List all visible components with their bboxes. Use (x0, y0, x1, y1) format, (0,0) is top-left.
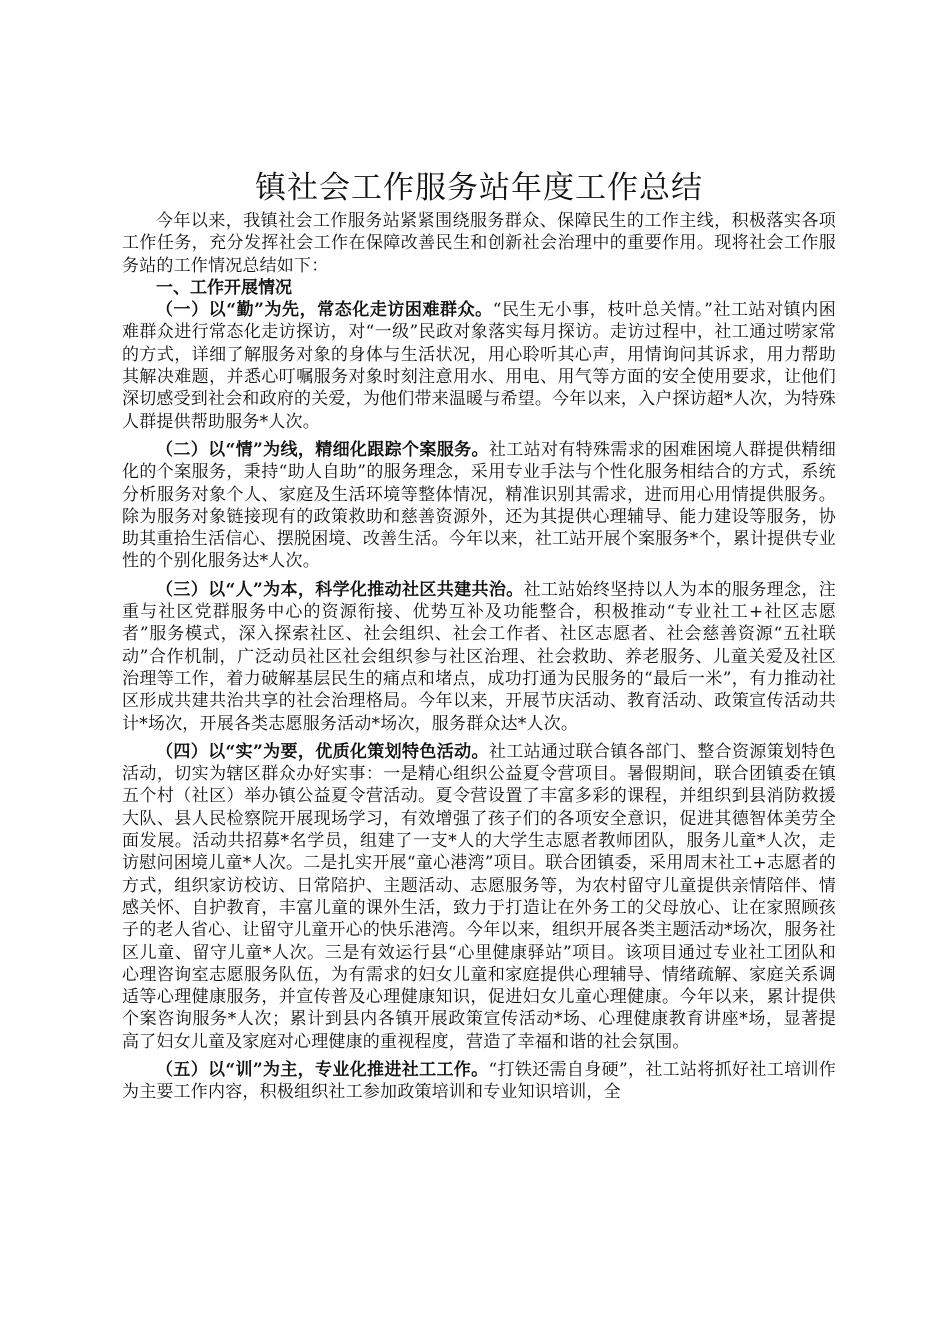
item-heading-3: （三）以“人”为本，科学化推动社区共建共治。 (156, 579, 524, 600)
item-body-2: 社工站对有特殊需求的困难困境人群提供精细化的个案服务，秉持“助人自助”的服务理念，采用专业手法与个性化服务相结合的方式，系统分析服务对象个人、家庭及生活环境等整体情况，精准识别其需求，进而用心用情提供服务。除为服务对象链接现有的政策救助和慈善资源外，还为其提供心理辅导、能力建设等服务，协助其重拾生活信心、摆脱困境、改善生活。今年以来，社工站开展个案服务*个，累计提供专业性的个别化服务达*人次。 (122, 439, 836, 572)
section-heading: 一、工作开展情况 (156, 277, 292, 298)
item-heading-2: （二）以“情”为线，精细化跟踪个案服务。 (156, 439, 489, 460)
item-paragraph-5 (122, 1059, 836, 1104)
item-heading-5: （五）以“训”为主，专业化推进社工工作。 (156, 1059, 489, 1080)
document-page (122, 166, 836, 1104)
item-body-3: 社工站始终坚持以人为本的服务理念，注重与社区党群服务中心的资源衔接、优势互补及功能整合，积极推动“专业社工+社区志愿者”服务模式，深入探索社区、社会组织、社会工作者、社区志愿者、社会慈善资源“五社联动”合作机制，广泛动员社区社会组织参与社区治理、社会救助、养老服务、儿童关爱及社区治理等工作，着力破解基层民生的痛点和堵点，成功打通为民服务的“最后一米”，有力推动社区形成共建共治共享的社会治理格局。今年以来，开展节庆活动、教育活动、政策宣传活动共计*场次，开展各类志愿服务活动*场次，服务群众达*人次。 (122, 579, 836, 734)
item-body-5: “打铁还需自身硬”，社工站将抓好社工培训作为主要工作内容，积极组织社工参加政策培训和专业知识培训，全 (122, 1059, 836, 1103)
item-paragraph-4 (122, 741, 836, 1053)
item-body-4: 社工站通过联合镇各部门、整合资源策划特色活动，切实为辖区群众办好实事：一是精心组织公益夏令营项目。暑假期间，联合团镇委在镇五个村（社区）举办镇公益夏令营活动。夏令营设置了丰富多彩的课程，并组织到县消防救援大队、县人民检察院开展现场学习，有效增强了孩子们的各项安全意识，促进其德智体美劳全面发展。活动共招募*名学员，组建了一支*人的大学生志愿者教师团队，服务儿童*人次，走访慰问困境儿童*人次。二是扎实开展“童心港湾”项目。联合团镇委，采用周末社工+志愿者的方式，组织家访校访、日常陪护、主题活动、志愿服务等，为农村留守儿童提供亲情陪伴、情感关怀、自护教育，丰富儿童的课外生活，致力于打造让在外务工的父母放心、让在家照顾孩子的老人省心、让留守儿童开心的快乐港湾。今年以来，组织开展各类主题活动*场次，服务社区儿童、留守儿童*人次。三是有效运行县“心里健康驿站”项目。该项目通过专业社工团队和心理咨询室志愿服务队伍，为有需求的妇女儿童和家庭提供心理辅导、情绪疏解、家庭关系调适等心理健康服务，并宣传普及心理健康知识，促进妇女儿童心理健康。今年以来，累计提供个案咨询服务*人次；累计到县内各镇开展政策宣传活动*场、心理健康教育讲座*场，显著提高了妇女儿童及家庭对心理健康的重视程度，营造了幸福和谐的社会氛围。 (122, 741, 836, 1052)
item-paragraph-3 (122, 579, 836, 735)
item-paragraph-1 (122, 299, 836, 433)
intro-paragraph: 今年以来，我镇社会工作服务站紧紧围绕服务群众、保障民生的工作主线，积极落实各项工作任务，充分发挥社会工作在保障改善民生和创新社会治理中的重要作用。现将社会工作服务站的工作情况总结如下： (122, 211, 836, 276)
document-title: 镇社会工作服务站年度工作总结 (255, 170, 703, 206)
item-heading-4: （四）以“实”为要，优质化策划特色活动。 (156, 741, 489, 762)
item-body-1: “民生无小事，枝叶总关情。”社工站对镇内困难群众进行常态化走访探访，对“一级”民政对象落实每月探访。走访过程中，社工通过唠家常的方式，详细了解服务对象的身体与生活状况，用心聆听其心声，用情询问其诉求，用力帮助其解决难题，并悉心叮嘱服务对象时刻注意用水、用电、用气等方面的安全使用要求，让他们深切感受到社会和政府的关爱，为他们带来温暖与希望。今年以来，入户探访超*人次，为特殊人群提供帮助服务*人次。 (122, 300, 836, 432)
item-paragraph-2 (122, 439, 836, 573)
item-heading-1: （一）以“勤”为先，常态化走访困难群众。 (156, 300, 493, 321)
